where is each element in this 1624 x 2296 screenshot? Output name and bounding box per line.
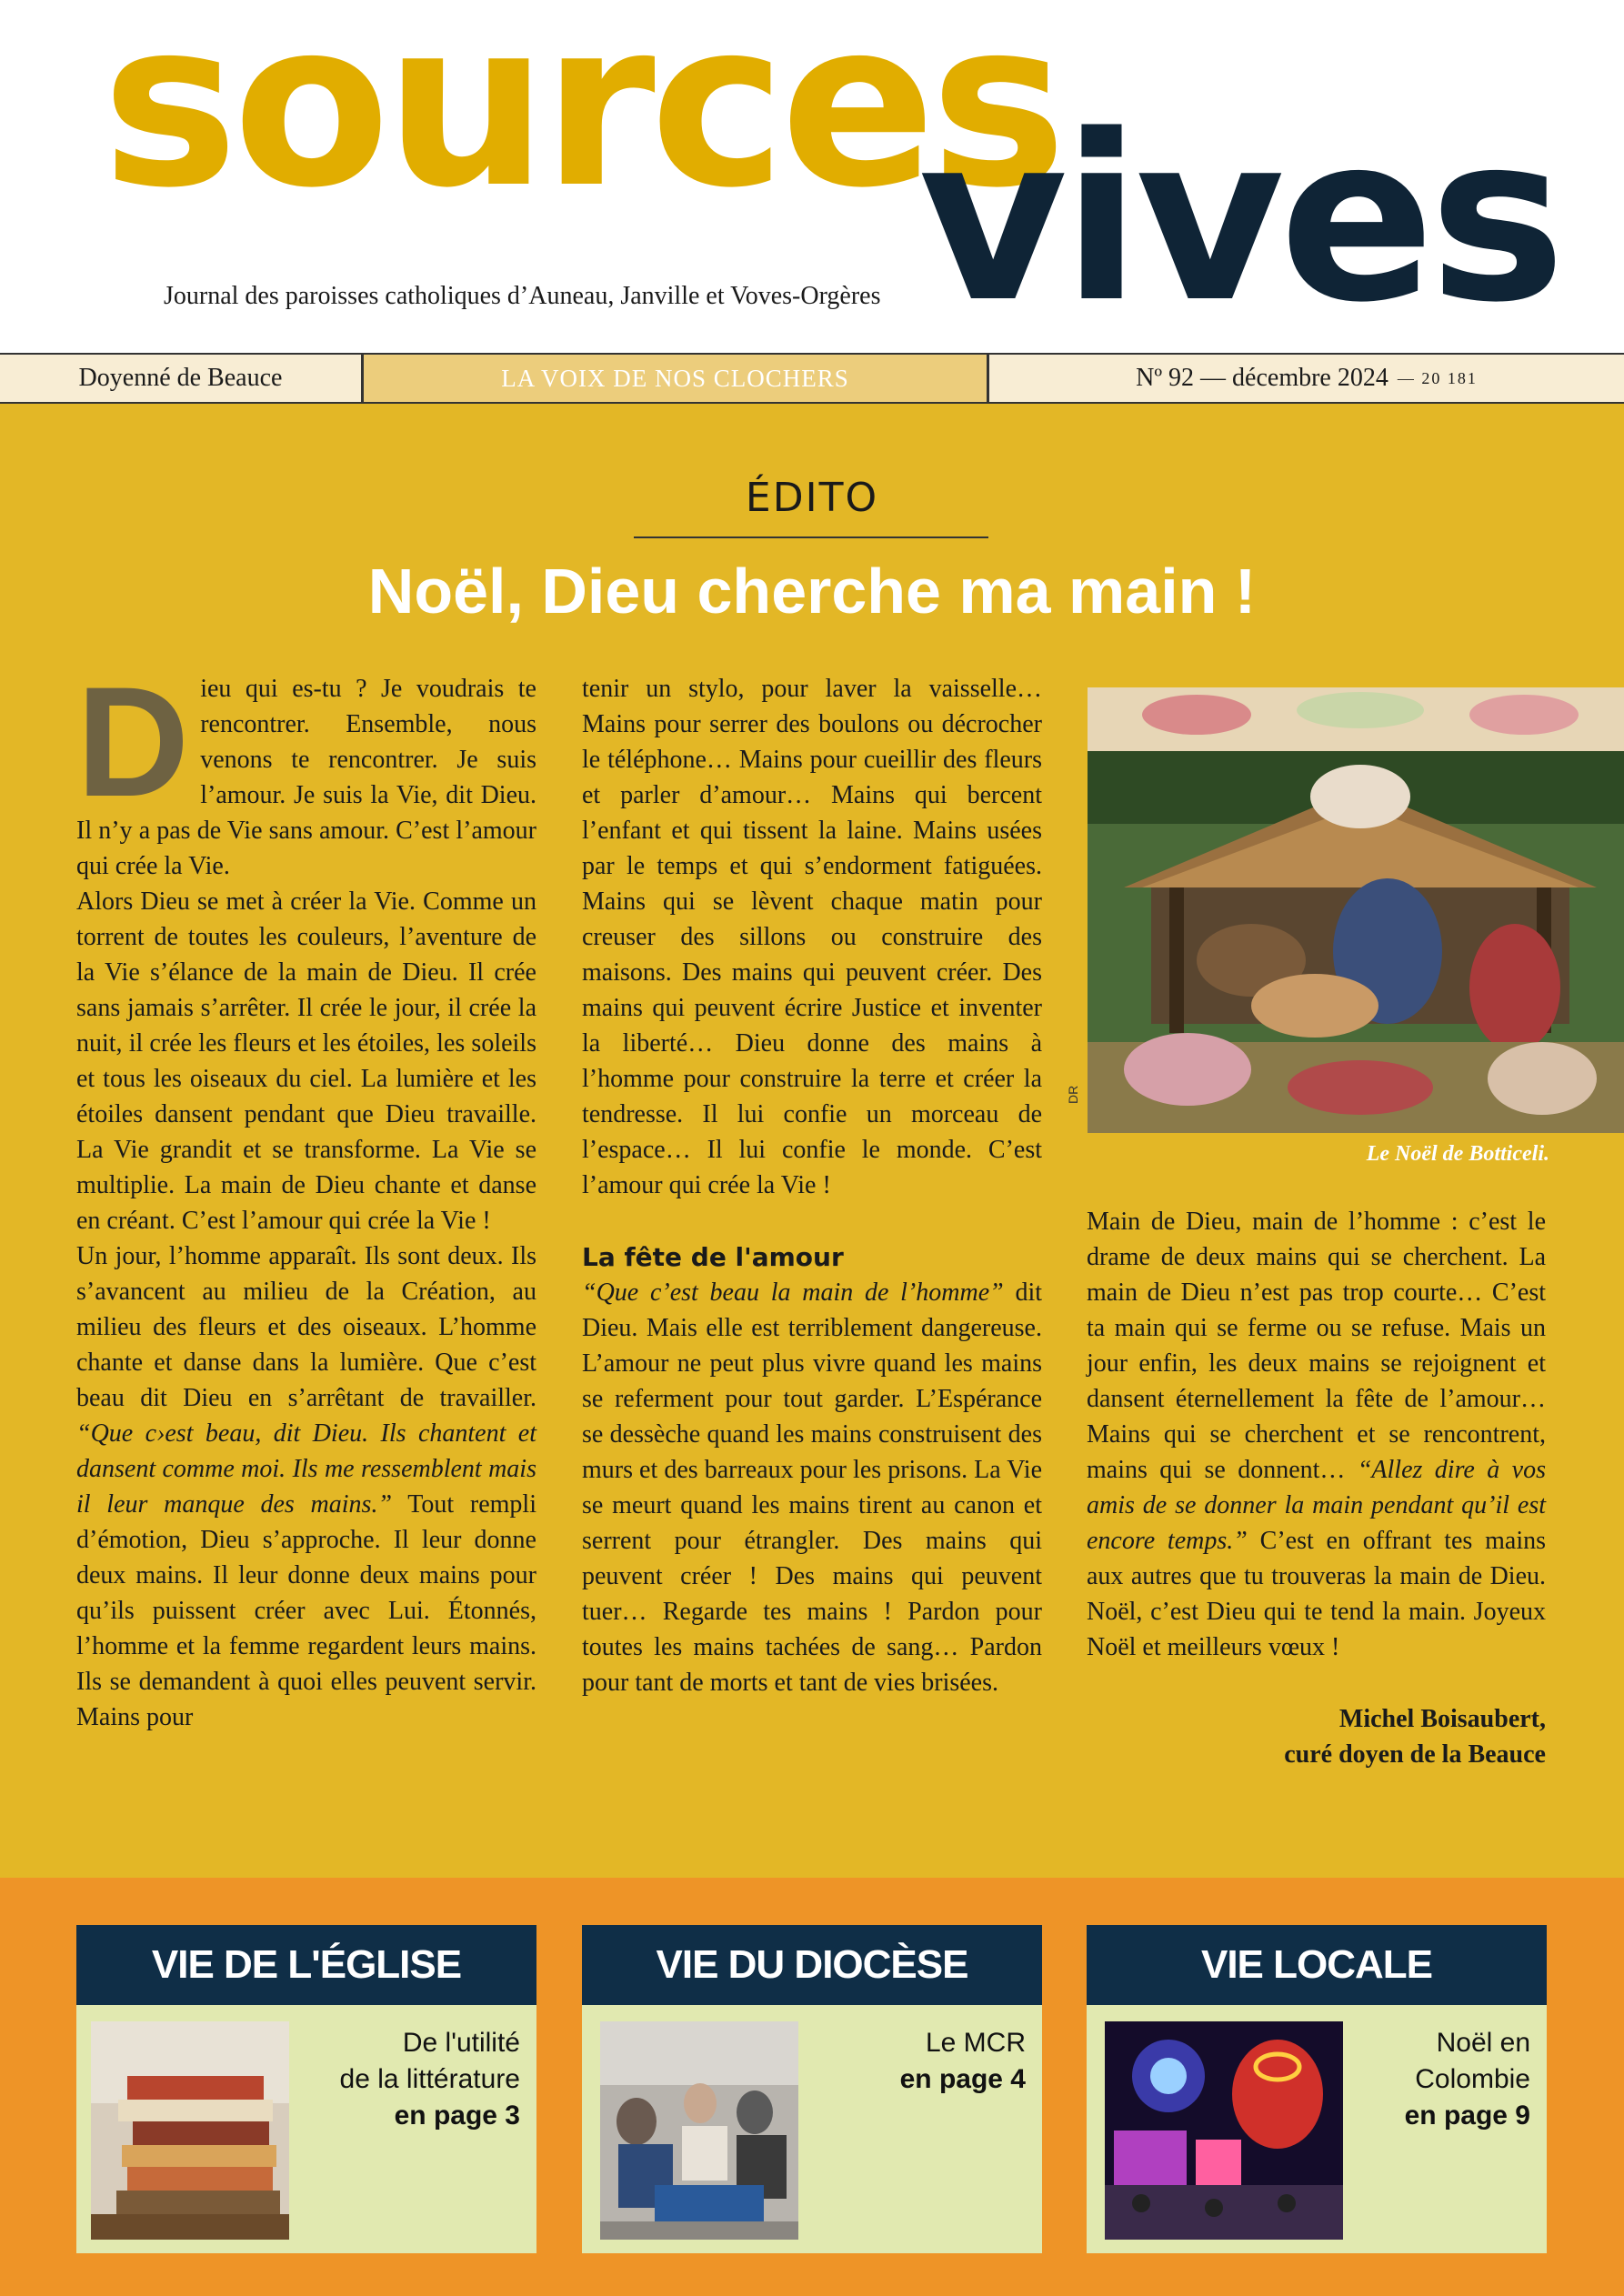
painting-image (1088, 687, 1624, 1133)
quote: “Que c’est beau la main de l’homme” (582, 1278, 1004, 1307)
paragraph-text: Un jour, l’homme apparaît. Ils sont deux. Ils s’avancent au milieu de la Création, au milieu des fleurs et des oiseaux. L’homme chante et danse dans la lumière. Que c’est beau dit Dieu en s’arrêtant de travailler. (76, 1242, 536, 1412)
christmas-lights-icon (1105, 2021, 1343, 2240)
teaser-card-church[interactable] (76, 1925, 536, 2253)
edito-panel (0, 404, 1624, 1878)
subheading: La fête de l'amour (582, 1242, 844, 1272)
image-credit: DR (1066, 1085, 1080, 1104)
teaser-card-local[interactable] (1087, 1925, 1547, 2253)
teaser-card-diocese[interactable] (582, 1925, 1042, 2253)
paragraph: ieu qui es-tu ? Je voudrais te rencontrer. Ensemble, nous venons te rencontrer. Je suis l’amour. Je suis la Vie, dit Dieu. Il n’y a pas de Vie sans amour. C’est l’amour qui crée la Vie. (76, 675, 536, 880)
paragraph (1087, 1204, 1546, 1665)
books-icon (91, 2021, 289, 2240)
tagline: Journal des paroisses catholiques d’Auneau, Janville et Voves-Orgères (164, 282, 881, 310)
card-line: Colombie (1415, 2064, 1530, 2094)
card-line: Le MCR (925, 2028, 1026, 2058)
card-line: de la littérature (339, 2064, 520, 2094)
edito-label: ÉDITO (745, 475, 879, 521)
paragraph: tenir un stylo, pour laver la vaisselle… Mains pour serrer des boulons ou décrocher le téléphone… Mains pour cueillir des fleurs et parler d’amour… Mains qui bercent l’enfant et qui tissent la laine. Mains usées par le temps et qui s’endorment fatiguées. Mains qui se lèvent chaque matin pour creuser des sillons ou construire des maisons. Des mains qui peuvent créer. Des mains qui peuvent écrire Justice et inventer la liberté… Dieu donne des mains à l’homme pour construire la terre et créer la tendresse. Il lui confie un morceau de l’espace… Il lui confie le monde. C’est l’amour qui crée la Vie ! (582, 675, 1042, 1199)
painting-caption: Le Noël de Botticeli. (1366, 1142, 1549, 1166)
edito-divider (634, 536, 988, 538)
headline: Noël, Dieu cherche ma main ! (367, 556, 1257, 627)
signature (1087, 1701, 1546, 1772)
card-text (1405, 2025, 1530, 2134)
card-page-link[interactable]: en page 9 (1404, 2100, 1530, 2131)
card-text (340, 2025, 520, 2134)
issue-number: Nº 92 — décembre 2024 (1136, 364, 1388, 392)
card-title: VIE DE L'ÉGLISE (76, 1925, 536, 2005)
nativity-painting (1088, 687, 1624, 1133)
card-page-link[interactable]: en page 3 (394, 2100, 520, 2131)
paragraph-text: Main de Dieu, main de l’homme : c’est le drame de deux mains qui se cherchent. La main de Dieu n’est pas trop courte… C’est ta main qui se ferme ou se refuse. Mais un jour enfin, les deux mains se rejoignent et dansent éternellement la fête de l’amour… Mains qui se cherchent et se rencontrent, mains qui se donnent… (1087, 1208, 1546, 1484)
teaser-band (0, 1878, 1624, 2296)
quote: “Que c›est beau, dit Dieu. Ils chantent et dansent comme moi. Ils me ressemblent mais il leur manque des mains.” (76, 1419, 536, 1519)
logo-sources: sources (102, 0, 1062, 238)
paragraph-text: Tout rempli d’émotion, Dieu s’approche. Il leur donne deux mains. Il leur donne deux mains pour qu’ils puissent créer avec Lui. Étonnés, l’homme et la femme regardent leurs mains. Ils se demandent à quoi elles peuvent servir. Mains pour (76, 1490, 536, 1731)
drop-cap: D (76, 655, 190, 829)
deanery-label: Doyenné de Beauce (0, 355, 364, 402)
article-column-2 (582, 671, 1042, 1700)
logo-vives: vives (918, 86, 1560, 353)
card-line: Noël en (1436, 2028, 1530, 2058)
card-text (900, 2025, 1026, 2098)
author-name: Michel Boisaubert, (1338, 1705, 1546, 1733)
quote: “Allez dire à vos amis de se donner la main pendant qu’il est encore temps.” (1087, 1456, 1546, 1555)
card-title: VIE LOCALE (1087, 1925, 1547, 2005)
paragraph (582, 1275, 1042, 1700)
issue-code: — 20 181 (1397, 368, 1478, 387)
paragraph: Alors Dieu se met à créer la Vie. Comme un torrent de toutes les couleurs, l’aventure de la Vie s’élance de la main de Dieu. Il crée sans jamais s’arrêter. Il crée le jour, il crée la nuit, il crée les fleurs et les étoiles, les soleils et tous les oiseaux du ciel. La lumière et les étoiles dansent pendant que Dieu travaille. La Vie grandit et se transforme. La Vie se multiplie. La main de Dieu chante et danse en créant. C’est l’amour qui crée la Vie ! (76, 887, 536, 1235)
author-title: curé doyen de la Beauce (1284, 1740, 1546, 1769)
card-page-link[interactable]: en page 4 (899, 2064, 1026, 2094)
info-bar (0, 353, 1624, 404)
article-column-1 (76, 655, 536, 1735)
card-line: De l'utilité (402, 2028, 520, 2058)
masthead (0, 0, 1624, 353)
meeting-icon (600, 2021, 798, 2240)
issue-info (989, 355, 1624, 402)
paragraph (76, 1238, 536, 1735)
paragraph-text: C’est en offrant tes mains aux autres que tu trouveras la main de Dieu. Noël, c’est Dieu qui te tend la main. Joyeux Noël et meilleurs vœux ! (1087, 1527, 1546, 1661)
card-title: VIE DU DIOCÈSE (582, 1925, 1042, 2005)
article-column-3 (1087, 1204, 1546, 1772)
paragraph-text: dit Dieu. Mais elle est terriblement dangereuse. L’amour ne peut plus vivre quand les mains se referment pour tout garder. L’Espérance se dessèche quand les mains construisent des murs et des barreaux pour les prisons. La Vie se meurt quand les mains tirent au canon et serrent pour étrangler. Des mains qui peuvent créer ! Des mains qui peuvent tuer… Regarde tes mains ! Pardon pour toutes les mains tachées de sang… Pardon pour tant de morts et tant de vies brisées. (582, 1278, 1043, 1697)
section-label: LA VOIX DE NOS CLOCHERS (364, 355, 989, 402)
